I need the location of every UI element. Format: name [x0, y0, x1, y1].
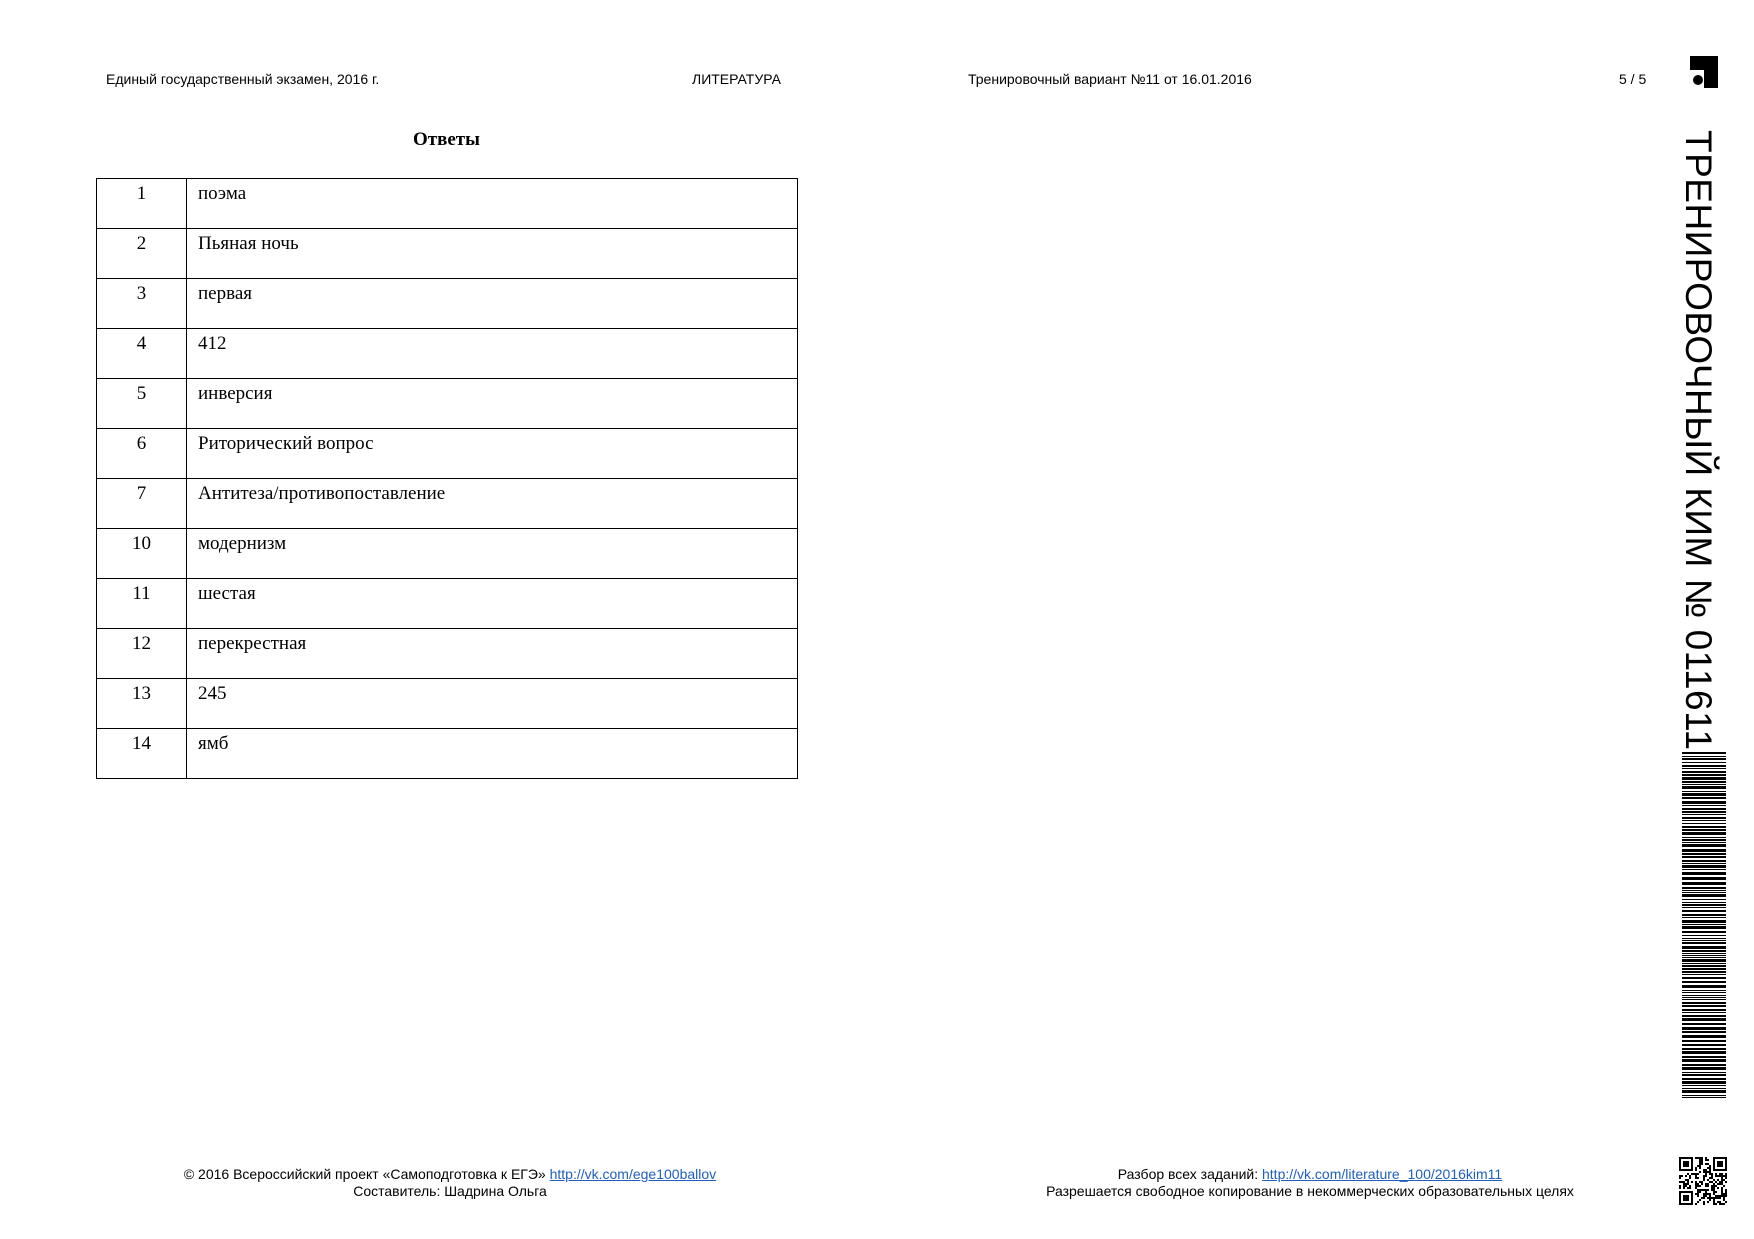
answer-number: 2 — [97, 229, 187, 279]
answer-number: 1 — [97, 179, 187, 229]
answer-row — [97, 629, 798, 679]
answer-number: 10 — [97, 529, 187, 579]
project-link[interactable]: http://vk.com/ege100ballov — [549, 1166, 717, 1182]
answers-heading: Ответы — [413, 129, 480, 150]
answer-text: 245 — [187, 679, 798, 729]
answer-text: модернизм — [187, 529, 798, 579]
answer-text: Антитеза/противопоставление — [187, 479, 798, 529]
answer-row — [97, 329, 798, 379]
answer-text: Пьяная ночь — [187, 229, 798, 279]
qr-code-icon — [1679, 1157, 1727, 1205]
subject-title: ЛИТЕРАТУРА — [692, 71, 781, 87]
answer-number: 6 — [97, 429, 187, 479]
variant-title: Тренировочный вариант №11 от 16.01.2016 — [968, 71, 1252, 87]
answer-row — [97, 529, 798, 579]
answer-text: 412 — [187, 329, 798, 379]
exam-title: Единый государственный экзамен, 2016 г. — [106, 71, 380, 87]
answer-number: 7 — [97, 479, 187, 529]
answer-number: 5 — [97, 379, 187, 429]
answers-table — [96, 178, 798, 779]
answer-row — [97, 429, 798, 479]
answer-text: Риторический вопрос — [187, 429, 798, 479]
copy-permission-line: Разрешается свободное копирование в некоммерческих образовательных целях — [1046, 1183, 1574, 1199]
footer-right — [960, 1166, 1660, 1200]
answer-text: ямб — [187, 729, 798, 779]
answer-number: 4 — [97, 329, 187, 379]
answer-text: перекрестная — [187, 629, 798, 679]
answer-text: инверсия — [187, 379, 798, 429]
footer-left-line1 — [100, 1166, 800, 1183]
answer-row — [97, 379, 798, 429]
answer-number: 14 — [97, 729, 187, 779]
solutions-label: Разбор всех заданий: — [1117, 1166, 1259, 1182]
page-number: 5 / 5 — [1619, 71, 1647, 87]
barcode-icon — [1682, 752, 1726, 1100]
answer-number: 3 — [97, 279, 187, 329]
solutions-link[interactable]: http://vk.com/literature_100/2016kim11 — [1262, 1166, 1503, 1182]
answer-number: 11 — [97, 579, 187, 629]
vertical-kim-title: ТРЕНИРОВОЧНЫЙ КИМ № 011611 — [1678, 130, 1719, 751]
answer-row — [97, 479, 798, 529]
answer-number: 13 — [97, 679, 187, 729]
answer-row — [97, 679, 798, 729]
footer-left — [100, 1166, 800, 1200]
answer-text: поэма — [187, 179, 798, 229]
author-line: Составитель: Шадрина Ольга — [353, 1183, 547, 1199]
answer-row — [97, 729, 798, 779]
answer-text: первая — [187, 279, 798, 329]
corner-marker-icon — [1690, 56, 1718, 88]
footer-right-line1 — [960, 1166, 1660, 1183]
answer-text: шестая — [187, 579, 798, 629]
answer-row — [97, 229, 798, 279]
project-copyright: © 2016 Всероссийский проект «Самоподготовка к ЕГЭ» — [183, 1166, 546, 1182]
answers-table-body — [97, 179, 798, 779]
answer-row — [97, 579, 798, 629]
answer-row — [97, 279, 798, 329]
answer-number: 12 — [97, 629, 187, 679]
answer-row — [97, 179, 798, 229]
